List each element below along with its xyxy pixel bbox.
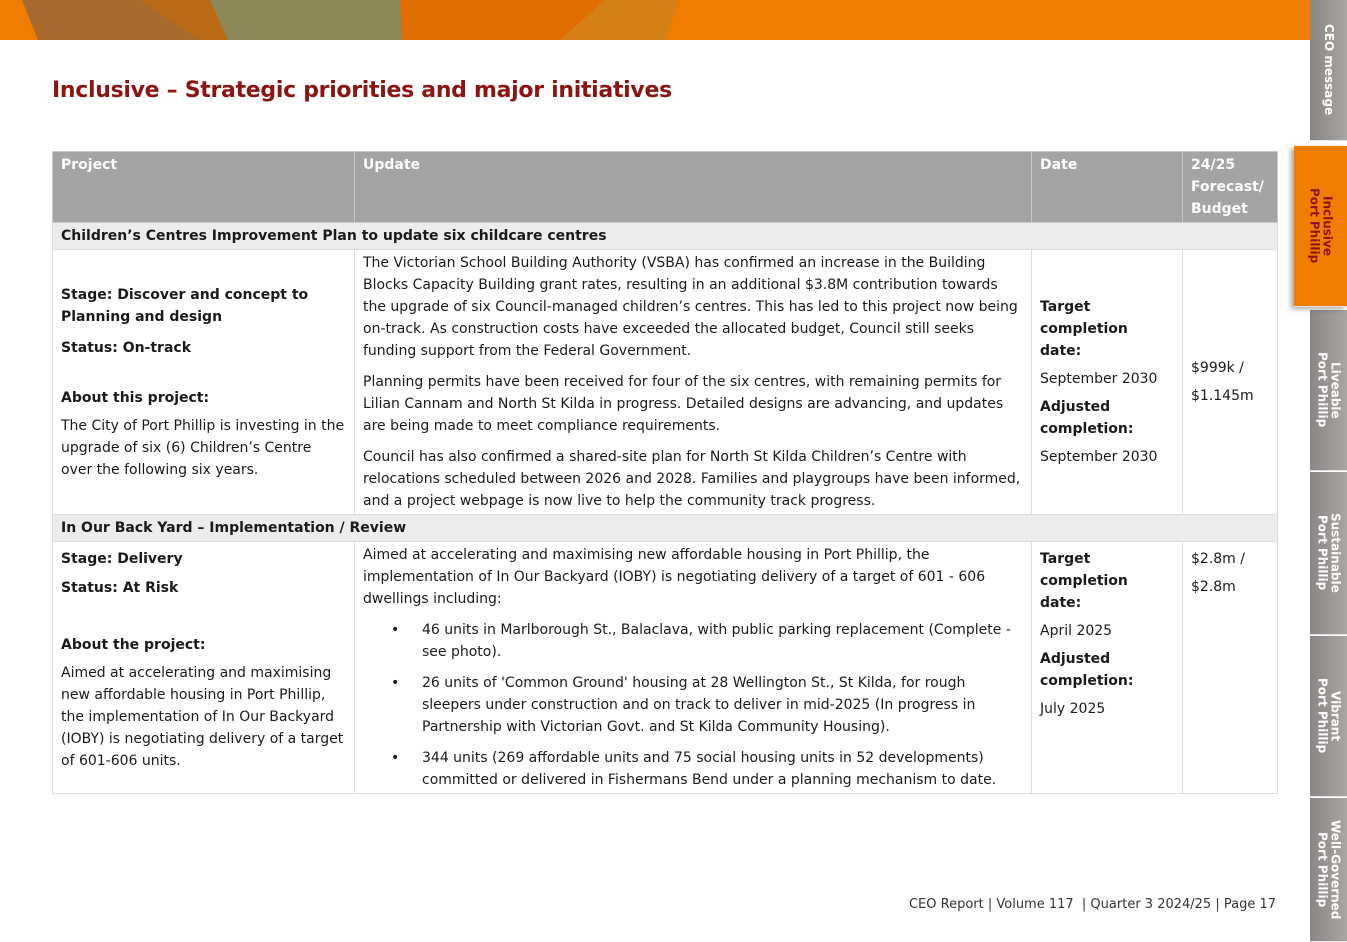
about-heading: About this project: (61, 389, 210, 406)
target-date-value: September 2030 (1040, 371, 1158, 387)
table-row (53, 250, 1278, 515)
nav-tab-sustainable[interactable] (1310, 472, 1347, 635)
update-paragraph: Council has also confirmed a shared-site plan for North St Kilda Children’s Centre with relocations scheduled between 2026 and 2028. Families and playgroups have been informed, and a project webpage is now live to help the community track progress. (363, 449, 1021, 509)
section-title: Children’s Centres Improvement Plan to update six childcare centres (53, 223, 1278, 250)
initiatives-table (52, 151, 1278, 794)
update-intro: Aimed at accelerating and maximising new affordable housing in Port Phillip, the implementation of In Our Backyard (IOBY) is negotiating delivery of a target of 601 - 606 dwellings including: (363, 547, 986, 607)
table-row (53, 542, 1278, 794)
budget-value: $2.8m (1191, 579, 1236, 595)
nav-tab-label: CEO message (1322, 24, 1336, 116)
date-cell (1032, 250, 1183, 515)
nav-tab-label: Well-Governed Port Phillip (1315, 819, 1343, 920)
header-forecast-budget: 24/25 Forecast/ Budget (1183, 152, 1278, 223)
banner-graphic (0, 0, 1310, 40)
forecast-cell (1183, 250, 1278, 515)
section-row (53, 515, 1278, 542)
nav-tab-label: Inclusive Port Phillip (1307, 188, 1335, 264)
update-paragraph: Planning permits have been received for four of the six centres, with remaining permits for Lilian Cannam and North St Kilda in progress. Detailed designs are advancing, and updates are being made to meet compliance requirements. (363, 374, 1004, 434)
project-status: Status: On-track (61, 339, 192, 356)
page-title: Inclusive – Strategic priorities and major initiatives (52, 78, 672, 103)
adjusted-date-value: September 2030 (1040, 449, 1158, 465)
project-stage: Stage: Discover and concept to Planning and design (61, 286, 309, 325)
nav-tab-label: Sustainable Port Phillip (1315, 513, 1343, 593)
nav-tab-vibrant[interactable] (1310, 636, 1347, 797)
update-bullet: • 26 units of 'Common Ground' housing at 28 Wellington St., St Kilda, for rough sleepers under construction and on track to deliver in mid-2025 (In progress in Partnership with Victorian Govt. and St Kilda Community Housing). (363, 672, 1023, 738)
nav-tab-well-governed[interactable] (1310, 798, 1347, 942)
project-status: Status: At Risk (61, 580, 179, 596)
target-date-label: Target completion date: (1040, 299, 1128, 359)
adjusted-date-label: Adjusted completion: (1040, 399, 1134, 437)
forecast-cell (1183, 542, 1278, 794)
nav-tab-ceo-message[interactable] (1310, 0, 1347, 141)
header-banner (0, 0, 1310, 40)
budget-value: $1.145m (1191, 388, 1254, 404)
update-bullet-list (363, 619, 1023, 791)
update-bullet: • 344 units (269 affordable units and 75 social housing units in 52 developments) committed or delivered in Fishermans Bend under a planning mechanism to date. (363, 747, 1023, 791)
target-date-label: Target completion date: (1040, 551, 1128, 611)
target-date-value: April 2025 (1040, 623, 1113, 639)
section-title: In Our Back Yard – Implementation / Review (53, 515, 1278, 542)
section-row (53, 223, 1278, 250)
header-date: Date (1032, 152, 1183, 223)
update-paragraph: The Victorian School Building Authority (VSBA) has confirmed an increase in the Building Blocks Capacity Building grant rates, resulting in an additional $3.8M contribution towards the upgrade of six Council-managed children’s centres. This has led to this project now being on-track. As construction costs have exceeded the allocated budget, Council still seeks funding support from the Federal Government. (363, 255, 1018, 359)
update-bullet: • 46 units in Marlborough St., Balaclava, with public parking replacement (Complete - see photo). (363, 619, 1023, 663)
nav-tab-label: Vibrant Port Phillip (1315, 678, 1343, 754)
about-text: The City of Port Phillip is investing in the upgrade of six (6) Children’s Centre over the following six years. (61, 417, 345, 478)
project-cell (53, 250, 355, 515)
project-stage: Stage: Delivery (61, 551, 183, 567)
forecast-value: $2.8m / (1191, 551, 1245, 567)
page-footer: CEO Report | Volume 117 | Quarter 3 2024/25 | Page 17 (908, 897, 1276, 912)
about-text: Aimed at accelerating and maximising new affordable housing in Port Phillip, the implementation of In Our Backyard (IOBY) is negotiating delivery of a target of 601-606 units. (61, 665, 344, 769)
forecast-value: $999k / (1191, 360, 1244, 376)
about-heading: About the project: (61, 637, 206, 653)
table-header-row (53, 152, 1278, 223)
nav-tab-inclusive[interactable] (1294, 146, 1347, 307)
adjusted-date-value: July 2025 (1040, 701, 1106, 717)
header-update: Update (355, 152, 1032, 223)
adjusted-date-label: Adjusted completion: (1040, 651, 1134, 689)
date-cell (1032, 542, 1183, 794)
nav-tab-label: Liveable Port Phillip (1315, 352, 1343, 428)
update-cell (355, 250, 1032, 515)
nav-tab-liveable[interactable] (1310, 310, 1347, 471)
update-cell (355, 542, 1032, 794)
project-cell (53, 542, 355, 794)
section-nav (1307, 0, 1347, 941)
header-project: Project (53, 152, 355, 223)
